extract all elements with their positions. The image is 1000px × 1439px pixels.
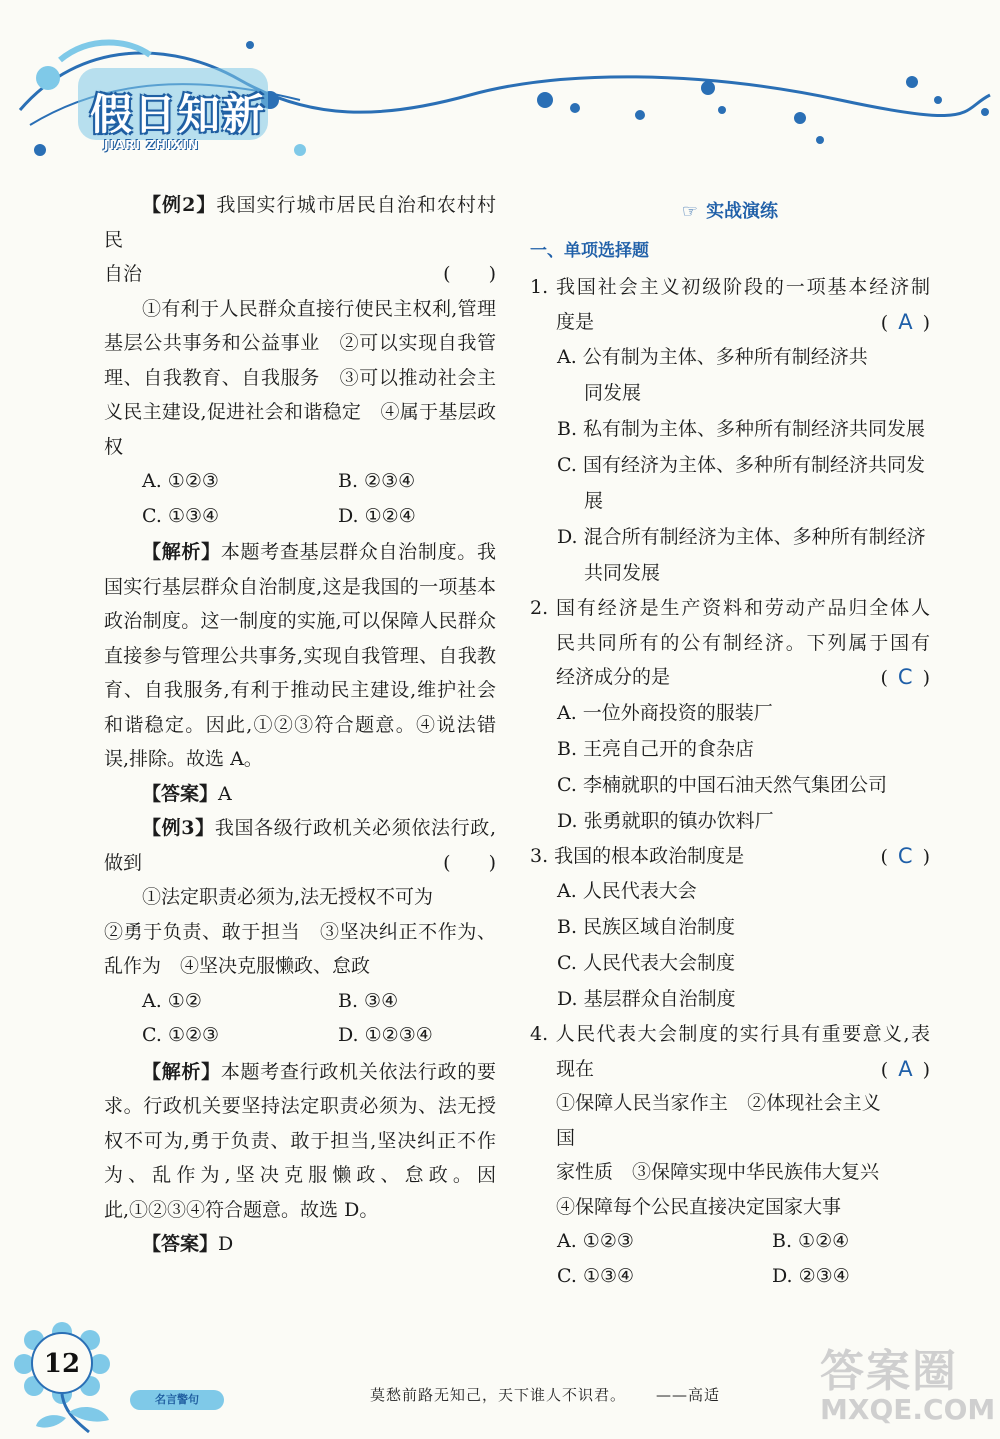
- question-1-stem-cont: 度是 ( A ): [530, 305, 930, 340]
- question-1-option-c: C. 国有经济为主体、多种所有制经济共同发展: [557, 454, 925, 512]
- logo-subtitle: JIARI ZHIXIN: [104, 138, 200, 152]
- question-2-option-b: B. 王亮自己开的食杂店: [557, 737, 755, 760]
- question-3-option-b: B. 民族区域自治制度: [557, 916, 736, 938]
- footer-quote: 莫愁前路无知己，天下谁人不识君。 ——高适: [370, 1386, 721, 1404]
- example-2-options-row-1: [104, 464, 496, 499]
- handwritten-answer: A: [898, 1056, 913, 1081]
- option-b: B. ①②④: [772, 1230, 850, 1252]
- option-d: D. ②③④: [772, 1264, 850, 1287]
- question-2-stem: 2. 国有经济是生产资料和劳动产品归全体人: [530, 597, 930, 619]
- example-2-body: ①有利于人民群众直接行使民主权利,管理基层公共事务和公益事业 ②可以实现自我管理、自我教育、自我服务 ③可以推动社会主义民主建设,促进社会和谐稳定 ④属于基层政权: [104, 297, 496, 458]
- example-3-options-row-1: [104, 984, 496, 1019]
- question-1-option-b: B. 私有制为主体、多种所有制经济共同发展: [557, 418, 926, 440]
- question-4-stem-cont: 现在 ( A ): [530, 1052, 930, 1087]
- logo-title: 假日知新: [90, 90, 267, 139]
- example-3-options-row-2: [104, 1018, 496, 1053]
- quote-badge: 名言警句: [130, 1390, 224, 1410]
- option-c: C. ①③④: [142, 504, 220, 527]
- example-2-analysis: 【解析】本题考查基层群众自治制度。我国实行基层群众自治制度,这是我国的一项基本政治制度。这一制度的实施,可以保障人民群众直接参与管理公共事务,实现自我管理、自我教育、自我服务,有利于推动民主建设,维护社会和谐稳定。因此,①②③符合题意。④说法错误,排除。故选 A。: [104, 541, 496, 770]
- left-column: [104, 188, 496, 1262]
- answer-bracket: ( A ): [880, 1056, 930, 1081]
- answer-bracket: ( ): [443, 851, 496, 874]
- question-4-body-2: 家性质 ③保障实现中华民族伟大复兴: [556, 1161, 880, 1183]
- sub-title: 一、单项选择题: [530, 240, 649, 261]
- question-3-stem: 3. 我国的根本政治制度是 ( C ): [530, 839, 930, 874]
- right-column: [530, 195, 930, 1293]
- page-number: 12: [43, 1349, 81, 1379]
- option-a: A. ①②: [142, 989, 202, 1012]
- option-d: D. ①②④: [338, 504, 416, 527]
- question-4-stem: 4. 人民代表大会制度的实行具有重要意义,表: [530, 1023, 930, 1045]
- watermark: 答案圈 MXQE.COM: [820, 1346, 996, 1426]
- handwritten-answer: C: [897, 665, 913, 689]
- pointing-hand-icon: ☞: [681, 201, 699, 222]
- question-4-options-row-1: [530, 1224, 930, 1259]
- question-2-stem-cont: 民共同所有的公有制经济。下列属于国有: [556, 631, 930, 654]
- question-3-option-c: C. 人民代表大会制度: [557, 952, 735, 974]
- option-b: B. ③④: [338, 989, 399, 1012]
- example-3-body-1: ①法定职责必须为,法无授权不可为: [142, 886, 434, 908]
- question-2-stem-cont-2: 经济成分的是 ( C ): [530, 660, 930, 695]
- answer-bracket: ( C ): [880, 843, 930, 868]
- section-title: ☞ 实战演练: [530, 195, 930, 230]
- option-b: B. ②③④: [338, 470, 416, 492]
- question-2-option-a: A. 一位外商投资的服装厂: [557, 701, 773, 724]
- option-a: A. ①②③: [557, 1230, 634, 1252]
- question-1-stem: 1. 我国社会主义初级阶段的一项基本经济制: [530, 276, 930, 298]
- question-3-option-a: A. 人民代表大会: [557, 880, 697, 902]
- example-2-stem: 【例2】我国实行城市居民自治和农村村民: [104, 194, 496, 251]
- example-3-body-2: ②勇于负责、敢于担当 ③坚决纠正不作为、乱作为 ④坚决克服懒政、怠政: [104, 920, 496, 977]
- example-3-stem-cont: 做到 ( ): [104, 846, 496, 881]
- handwritten-answer: A: [898, 309, 913, 334]
- example-3-analysis: 【解析】本题考查行政机关依法行政的要求。行政机关要坚持法定职责必须为、法无授权不可为,勇于负责、敢于担当,坚决纠正不作为、乱作为,坚决克服懒政、怠政。因此,①②③④符合题意。故选 D。: [104, 1060, 496, 1221]
- example-3-stem: 【例3】我国各级行政机关必须依法行政,: [142, 817, 496, 839]
- example-2-stem-cont: 自治 ( ): [104, 257, 496, 292]
- question-4-body-1: ①保障人民当家作主 ②体现社会主义国: [556, 1092, 881, 1149]
- option-a: A. ①②③: [142, 470, 219, 492]
- question-1-option-d: D. 混合所有制经济为主体、多种所有制经济共同发展: [557, 526, 926, 584]
- question-1-option-a: A. 公有制为主体、多种所有制经济共同发展: [557, 346, 868, 404]
- answer-bracket: ( A ): [880, 309, 930, 334]
- option-c: C. ①③④: [557, 1264, 635, 1287]
- question-4-body-3: ④保障每个公民直接决定国家大事: [556, 1195, 842, 1218]
- answer-bracket: ( C ): [880, 665, 930, 689]
- question-2-option-c: C. 李楠就职的中国石油天然气集团公司: [557, 773, 887, 796]
- question-3-option-d: D. 基层群众自治制度: [557, 988, 736, 1010]
- answer-bracket: ( ): [443, 263, 496, 285]
- option-d: D. ①②③④: [338, 1024, 433, 1046]
- example-2-answer: 【答案】A: [142, 782, 232, 805]
- option-c: C. ①②③: [142, 1024, 220, 1046]
- question-4-options-row-2: [530, 1259, 930, 1294]
- example-2-options-row-2: [104, 499, 496, 534]
- example-3-answer: 【答案】D: [142, 1233, 234, 1255]
- handwritten-answer: C: [897, 843, 913, 868]
- question-2-option-d: D. 张勇就职的镇办饮料厂: [557, 809, 774, 832]
